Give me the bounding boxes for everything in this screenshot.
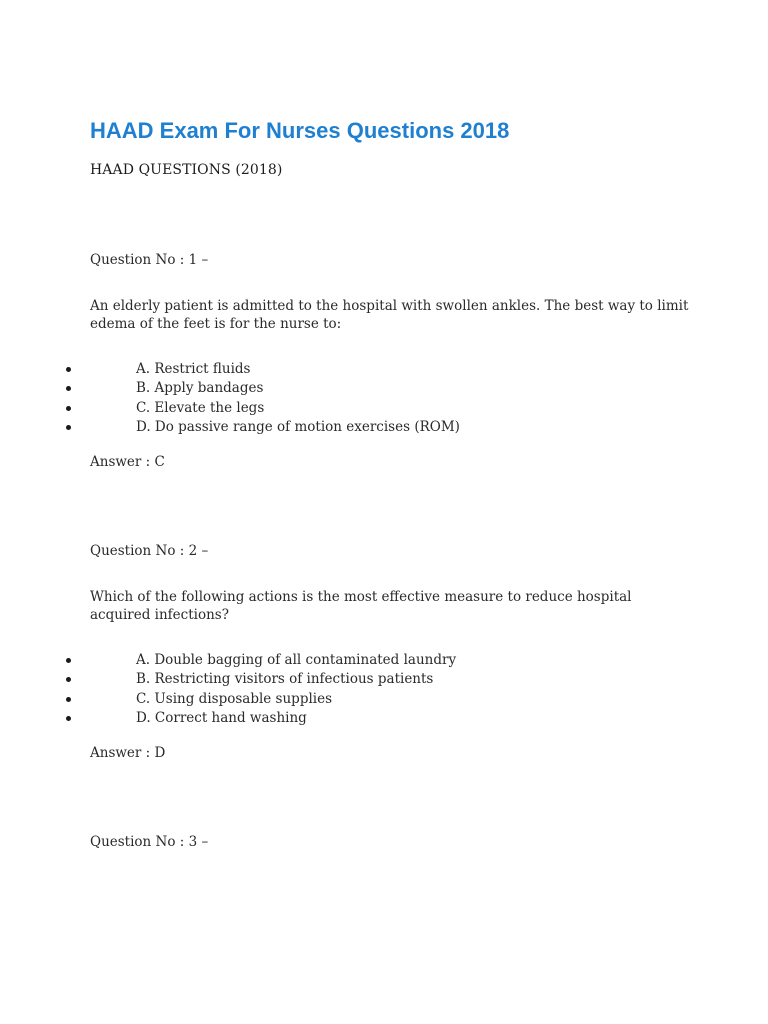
option-label: C. Using disposable supplies <box>136 690 333 707</box>
page-subtitle: HAAD QUESTIONS (2018) <box>90 162 283 178</box>
bullet-icon <box>66 658 71 663</box>
bullet-icon <box>66 716 71 721</box>
bullet-icon <box>66 386 71 391</box>
option-label: B. Restricting visitors of infectious patients <box>136 671 434 688</box>
option-label: C. Elevate the legs <box>136 399 265 416</box>
option-label: A. Double bagging of all contaminated laundry <box>136 652 457 668</box>
bullet-icon <box>66 677 71 682</box>
bullet-icon <box>66 406 71 411</box>
question-2-answer: Answer : D <box>90 745 166 761</box>
option-label: A. Restrict fluids <box>136 361 251 377</box>
bullet-icon <box>66 697 71 702</box>
question-2-header: Question No : 2 – <box>90 543 209 559</box>
page-title: HAAD Exam For Nurses Questions 2018 <box>90 118 510 143</box>
question-1-answer: Answer : C <box>90 454 165 470</box>
question-1-text: An elderly patient is admitted to the hospital with swollen ankles. The best way to limit edema of the feet is for the nurse to: <box>90 298 689 332</box>
bullet-icon <box>66 425 71 430</box>
question-2-text: Which of the following actions is the most effective measure to reduce hospital acquired infections? <box>90 589 632 623</box>
question-1-header: Question No : 1 – <box>90 252 209 268</box>
option-label: D. Correct hand washing <box>136 709 307 726</box>
question-3-header: Question No : 3 – <box>90 834 209 850</box>
option-label: D. Do passive range of motion exercises (ROM) <box>136 418 460 435</box>
bullet-icon <box>66 367 71 372</box>
option-label: B. Apply bandages <box>136 380 264 397</box>
